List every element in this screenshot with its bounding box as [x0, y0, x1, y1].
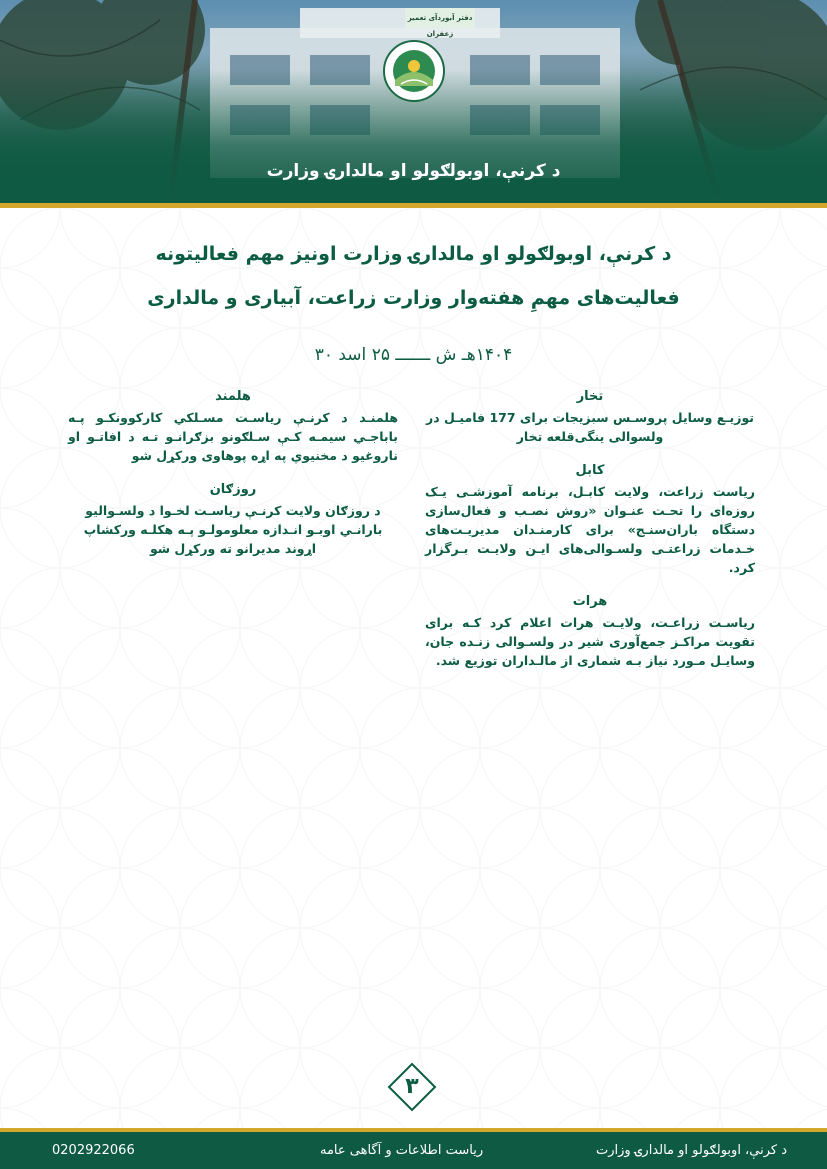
- section-text: ریاسـت زراعـت، ولایـت هرات اعلام کرد کـه برای تقویت مراکـز جمع‌آوری شیر در ولسـوالی زنـده جان، وسایـل مـورد نیاز بـه شماری از مالـداران توزیع شد.: [425, 615, 755, 668]
- section-title: هلمند: [215, 389, 251, 404]
- section-helmand: [68, 386, 398, 465]
- footer-department: ریاست اطلاعات و آگاهی عامه: [320, 1143, 484, 1158]
- section-text: توزیـع وسایل پروسـس سبزیجات برای 177 فامیـل در ولسوالی ینگی‌قلعه تخار: [426, 410, 754, 444]
- section-takhar: [425, 386, 755, 446]
- section-text: ریاست زراعت، ولایت کابـل، برنامه آموزشـی یـک روزه‌ای را تحـت عنـوان «روش نصـب و فعال‌سازی دستگاه باران‌سنـج» برای کارمنـدان مدیریـت‌های خـدمات زراعتـی ولسـوالی‌های ایـن ولایـت بـرگزار کرد.: [425, 484, 755, 575]
- section-title: هرات: [572, 594, 608, 609]
- left-column: [68, 386, 398, 572]
- section-kabul: [425, 460, 755, 577]
- section-title: تخار: [576, 389, 604, 404]
- section-text: د روزګان ولایت کرنـې ریاسـت لخـوا د ولسـوالیو بارانـي اوبـو انـدازه معلومولـو پـه هکلـه ورکشاپ اړوند مدیرانو ته ورکړل شو: [83, 503, 383, 556]
- header-divider: [0, 203, 827, 208]
- section-herat: [425, 591, 755, 670]
- title-dari: فعالیت‌های مهمِ هفته‌وار وزارت زراعت، آبیاری و مالداری: [147, 287, 680, 309]
- footer-ministry: د کرنې، اوبولګولو او مالدارۍ وزارت: [595, 1143, 787, 1158]
- footer-bar: [0, 1128, 827, 1169]
- title-pashto: د کرنې، اوبولګولو او مالدارۍ وزارت اونیز مهم فعالیتونه: [155, 243, 672, 265]
- right-column: [425, 386, 755, 684]
- section-title: روزګان: [209, 482, 257, 497]
- header-title: د کرنې، اوبولګولو او مالدارۍ وزارت: [266, 161, 561, 181]
- section-uruzgan: [68, 479, 398, 558]
- building-sign: دفتر آبوردآی تعمیر زعفران: [407, 14, 473, 38]
- document-title: [0, 232, 827, 320]
- header-banner: [0, 0, 827, 206]
- section-text: هلمنـد د کرنـې ریاسـت مسـلکي کارکوونکـو پـه باباجـي سیمـه کـې سـلګونو بزګرانـو تـه د افاتـو او ناروغیو د مخنیوي په اړه پوهاوی ورکړل شو: [68, 410, 398, 463]
- page-number: ۳: [405, 1074, 419, 1099]
- footer-phone: 0202922066: [52, 1143, 135, 1158]
- ministry-seal-icon: [383, 40, 445, 102]
- section-title: کابل: [575, 463, 605, 478]
- document-date: ۱۴۰۴هـ ش ـــــــ ۲۵ اسد ۳۰: [314, 345, 513, 365]
